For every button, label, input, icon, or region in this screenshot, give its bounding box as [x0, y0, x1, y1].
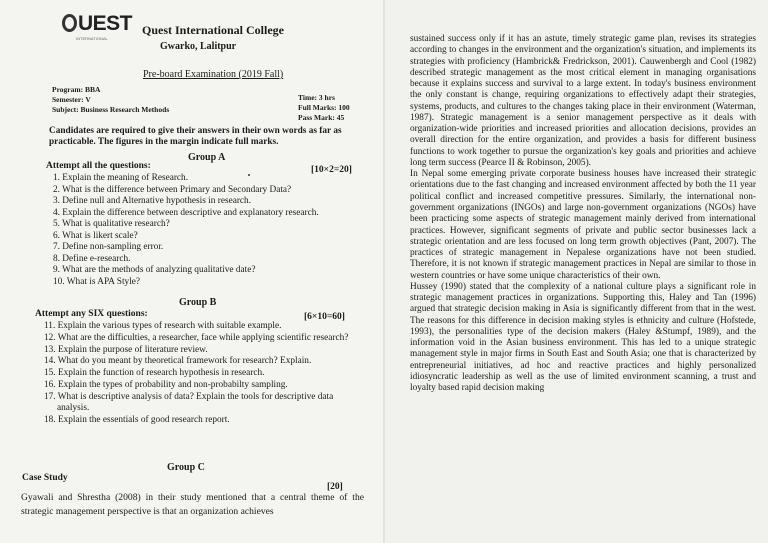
- full-marks: Full Marks: 100: [298, 103, 350, 112]
- group-b-marks: [6×10=60]: [304, 312, 345, 322]
- question-6: 6. What is likert scale?: [53, 230, 138, 241]
- question-5: 5. What is qualitative research?: [53, 219, 170, 229]
- case-study-heading: Case Study: [22, 473, 68, 483]
- question-15: 15. Explain the function of research hypothesis in research.: [44, 368, 265, 379]
- instructions: Candidates are required to give their answers in their own words as far as practicable. The figures in the margin indicate full marks.: [49, 126, 342, 147]
- exam-title: Pre-board Examination (2019 Fall): [143, 69, 284, 80]
- question-9: 9. What are the methods of analyzing qualitative date?: [53, 265, 256, 275]
- question-1: 1. Explain the meaning of Research.: [53, 173, 189, 183]
- program: Program: BBA: [52, 85, 101, 94]
- group-a-marks: [10×2=20]: [311, 165, 352, 175]
- group-a-title: Group A: [188, 152, 226, 163]
- question-10: 10. What is APA Style?: [53, 276, 141, 287]
- page-gutter: [383, 0, 385, 543]
- exam-meta-left: [52, 85, 169, 115]
- case-study-intro: Gyawali and Shrestha (2008) in their study mentioned that a central theme of the strategic management perspective is that an organization achieves: [21, 492, 364, 517]
- group-a-attempt: Attempt all the questions:: [46, 161, 151, 171]
- question-14: 14. What do you meant by theoretical framework for research? Explain.: [44, 356, 312, 367]
- question-13: 13. Explain the purpose of literature review.: [44, 344, 208, 355]
- college-location: Gwarko, Lalitpur: [160, 41, 237, 52]
- logo-subtext: INTERNATIONAL: [76, 36, 108, 41]
- question-7: 7. Define non-sampling error.: [53, 242, 164, 252]
- exam-meta-right: [298, 93, 350, 123]
- question-2: 2. What is the difference between Primary and Secondary Data?: [53, 184, 292, 195]
- semester: Semester: V: [52, 95, 91, 104]
- group-b-title: Group B: [179, 297, 217, 308]
- question-17: 17. What is descriptive analysis of data? Explain the tools for descriptive data analysis.: [44, 391, 334, 414]
- subject: Subject: Business Research Methods: [52, 105, 170, 114]
- logo-q-icon: [62, 14, 77, 32]
- question-18: 18. Explain the essentials of good research report.: [44, 414, 230, 425]
- question-8: 8. Define e-research.: [53, 253, 131, 264]
- case-paragraph-3: Hussey (1990) stated that the complexity of a national culture plays a significant role in strategic management practices in organizations. Supporting this, Haley and Tan (1996) argued that strategic decision making in Asia is significantly different from that in the west. The reasons for this difference in decision making styles is ethnicity and culture (Hofstede, 1993), the personalities type of the decision makers (Haley &Stumpf, 1989), and the information void in the Asian business environment. This has led to a unique strategic management style in major firms in South East and South Asia; one that is characterized by entrepreneurial initiatives, ad hoc and reactive practices and highly personalized idiosyncratic leadership as well as the use of limited environment scanning, a trust and loyalty based rapid decision making: [410, 281, 756, 394]
- question-4: 4. Explain the difference between descriptive and explanatory research.: [53, 207, 319, 218]
- pass-marks: Pass Mark: 45: [298, 113, 345, 122]
- group-b-attempt: Attempt any SIX questions:: [35, 309, 148, 319]
- college-name: Quest International College: [142, 23, 284, 37]
- case-paragraph-1: sustained success only if it has an astute, timely strategic game plan, revises its strategies according to changes in the environment and the organization's situation, and implements its strategies with proficiency (Hambrick& Fredrickson, 2001). Cauwenbergh and Cool (1982) described strategic management as the most critical element in managing organisations because it explains success and survival to a large extent. In today's business environment the only constant is change, requiring organizations to effectively adapt their strategies, systems, products, and cultures to the changes taking place in their environment (Waterman, 1987). Strategic management is a senior management perspective as it deals with organization-wide priorities and increased priorities and allocation decisions, provides an overall direction for the entire organization, and provides a basis for different business functions to work together to pursue the organization's key goals and priorities and achieve long term success (Pearce II & Robinson, 2005).: [410, 34, 756, 168]
- group-c-title: Group C: [167, 462, 205, 473]
- question-11: 11. Explain the various types of research with suitable example.: [44, 321, 282, 331]
- college-logo: UEST: [62, 12, 132, 36]
- question-12: 12. What are the difficulties, a researcher, face while applying scientific research?: [44, 332, 349, 343]
- case-study-text: [410, 34, 756, 395]
- case-paragraph-2: In Nepal some emerging private corporate business houses have increased their strategic orientations due to the fast changing and increased environment affected by both the 11 year political conflict and increased competitive pressures. Similarly, the international non-government organizations (INGOs) and large non-government organizations (NGOs) have been practicing some aspects of strategic management mainly derived from international practices. However, significant segments of private and public sector businesses lack a strategic orientation and are less focused on long term growth objectives (Pant, 2007). The practices of strategic management in Nepalese organizations have not been studied. Therefore, it is not known if strategic management practices in Nepal are similar to those in western countries or have some unique characteristics of their own.: [410, 169, 756, 281]
- group-c-marks: [20]: [327, 482, 343, 492]
- question-16: 16. Explain the types of probability and non-probabilty sampling.: [44, 379, 288, 390]
- time: Time: 3 hrs: [298, 93, 335, 102]
- group-b-questions: [44, 321, 364, 427]
- group-a-questions: [53, 173, 319, 288]
- question-3: 3. Define null and Alternative hypothesis in research.: [53, 196, 252, 206]
